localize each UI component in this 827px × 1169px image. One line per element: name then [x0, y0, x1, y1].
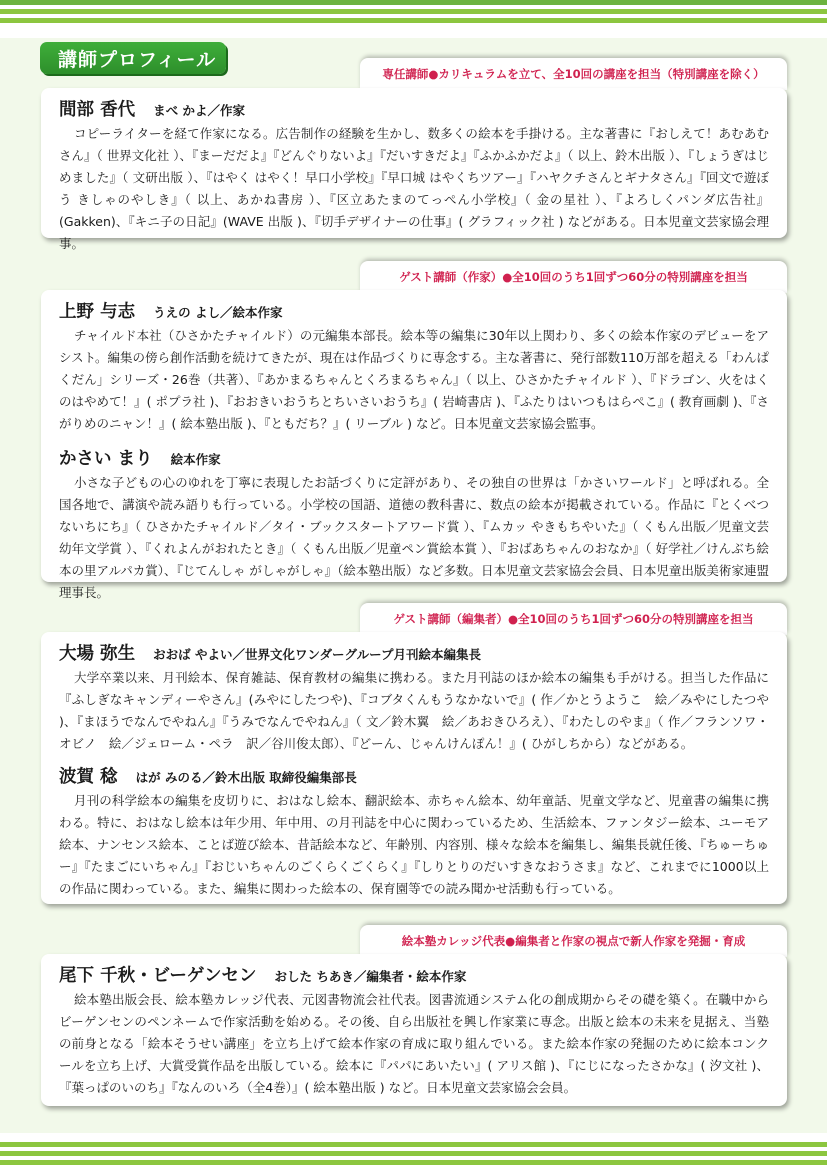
- person-subtitle: うえの よし／絵本作家: [153, 305, 283, 320]
- profile-mabe: [59, 96, 769, 255]
- card-guest-authors: [41, 290, 787, 600]
- role-tab-college-representative: 絵本塾カレッジ代表●編集者と作家の視点で新人作家を発掘・育成: [360, 925, 787, 957]
- person-name: 間部 香代: [59, 100, 136, 120]
- person-subtitle: おおば やよい／世界文化ワンダーグループ月刊絵本編集長: [153, 647, 481, 662]
- profile-oba: [59, 640, 769, 755]
- person-name: かさい まり: [59, 449, 153, 469]
- person-bio: 小さな子どもの心のゆれを丁寧に表現したお話づくりに定評があり、その独自の世界は「かさいワールド」と呼ばれる。全国各地で、講演や読み語りも行っている。小学校の国語、道徳の教科書に、数点の絵本が掲載されている。作品に『とくべつないちにち』（ ひさかたチャイルド／タイ・ブックスタートアワード賞 ）、『ムカッ やきもちやいた』（ くもん出版／児童文芸幼年文学賞 ）、『くれよんがおれたとき』（ くもん出版／児童ペン賞絵本賞 ）、『おばあちゃんのおなか』（ 好学社／けんぶち絵本の里アルパカ賞）、『じてんしゃ がしゃがしゃ』（絵本塾出版）など多数。日本児童文芸家協会会員、日本児童出版美術家連盟理事長。: [59, 475, 769, 600]
- bottom-stripes: [0, 1142, 827, 1169]
- card-college-representative: [41, 954, 787, 1106]
- role-tab-full-time: 専任講師●カリキュラムを立て、全10回の講座を担当（特別講座を除く）: [360, 58, 787, 90]
- page-title: 講師プロフィール: [40, 42, 226, 74]
- role-tab-guest-author: ゲスト講師（作家）●全10回のうち1回ずつ60分の特別講座を担当: [360, 261, 787, 293]
- person-bio: コピーライターを経て作家になる。広告制作の経験を生かし、数多くの絵本を手掛ける。主な著書に『おしえて！あむあむさん』（ 世界文化社 ）、『まーだだよ』『どんぐりないよ』『だいすきだよ』『ふかふかだよ』（ 以上、鈴木出版 ）、『しょうぎはじめました』（ 文研出版 ）、『はやく はやく！早口小学校』『早口城 はやくちツアー』『ハヤクチさんとギナタさん』『回文で遊ぼう きしゃのやしき』（ 以上、あかね書房 ）、『区立あたまのてっぺん小学校』（ 金の星社 ）、『よろしくパンダ広告社』(Gakken)、『キニ子の日記』(WAVE 出版 )、『切手デザイナーの仕事』( グラフィック社 ) などがある。日本児童文芸家協会理事。: [59, 126, 769, 251]
- profile-ueno: [59, 298, 769, 435]
- profile-kasai: [59, 445, 769, 604]
- person-name: 上野 与志: [59, 302, 136, 322]
- person-name: 波賀 稔: [59, 767, 118, 787]
- profile-oshita: [59, 962, 769, 1099]
- role-tab-guest-editor: ゲスト講師（編集者）●全10回のうち1回ずつ60分の特別講座を担当: [360, 603, 787, 635]
- person-subtitle: はが みのる／鈴木出版 取締役編集部長: [135, 770, 357, 785]
- person-bio: チャイルド本社（ひさかたチャイルド）の元編集本部長。絵本等の編集に30年以上関わり、多くの絵本作家のデビューをアシスト。編集の傍ら創作活動を続けてきたが、現在は作品づくりに専念する。主な著書に、発行部数110万部を超える「わんぱくだん」シリーズ・26巻（共著）、『あかまるちゃんとくろまるちゃん』（ 以上、ひさかたチャイルド ）、『ドラゴン、火をはくのはやめて！』( ポプラ社 )、『おおきいおうちとちいさいおうち』( 岩崎書店 )、『ふたりはいつもはらぺこ』( 教育画劇 )、『さがりめのニャン！』( 絵本塾出版 )、『ともだち？』( リーブル ) など。日本児童文芸家協会監事。: [59, 328, 769, 431]
- person-name: 尾下 千秋・ビーゲンセン: [59, 966, 257, 986]
- profile-haga: [59, 763, 769, 900]
- person-bio: 大学卒業以来、月刊絵本、保育雑誌、保育教材の編集に携わる。また月刊誌のほか絵本の編集も手がける。担当した作品に『ふしぎなキャンディーやさん』(みやにしたつや)、『コブタくんもうなかないで』( 作／かとうようこ 絵／みやにしたつや )、『まほうでなんでやねん』『うみでなんでやねん』（ 文／鈴木翼 絵／あおきひろえ）、『わたしのやま』（ 作／フランソワ・オビノ 絵／ジェローム・ペラ 訳／谷川俊太郎）、『どーん、じゃんけんぽん！』( ひがしちから）などがある。: [59, 670, 769, 751]
- person-subtitle: おした ちあき／編集者・絵本作家: [274, 969, 467, 984]
- person-subtitle: まべ かよ／作家: [153, 103, 245, 118]
- top-stripes: [0, 0, 827, 27]
- person-bio: 月刊の科学絵本の編集を皮切りに、おはなし絵本、翻訳絵本、赤ちゃん絵本、幼年童話、児童文学など、児童書の編集に携わる。特に、おはなし絵本は年少用、年中用、の月刊誌を中心に関わっているため、生活絵本、ファンタジー絵本、ユーモア絵本、ナンセンス絵本、ことば遊び絵本、昔話絵本など、年齢別、内容別、様々な絵本を編集し、編集長就任後、『ちゅーちゅー』『たまごにいちゃん』『おじいちゃんのごくらくごくらく』『しりとりのだいすきなおうさま』など、これまでに1000以上の作品に関わっている。また、編集に関わった絵本の、保育園等での読み聞かせ活動も行っている。: [59, 793, 769, 896]
- person-bio: 絵本塾出版会長、絵本塾カレッジ代表、元図書物流会社代表。図書流通システム化の創成期からその礎を築く。在職中からビーゲンセンのペンネームで作家活動を始める。その後、自ら出版社を興し作家業に専念。出版と絵本の未来を見据え、当塾の前身となる「絵本そうせい講座」を立ち上げて絵本作家の育成に取り組んでいる。また絵本作家の発掘のために絵本コンクールを立ち上げ、大賞受賞作品を出版している。絵本に『パパにあいたい』( アリス館 )、『にじになったさかな』( 汐文社 )、『葉っぱのいのち』『なんのいろ（全4巻）』( 絵本塾出版 ) など。日本児童文芸家協会会員。: [59, 992, 769, 1095]
- person-name: 大場 弥生: [59, 644, 136, 664]
- card-guest-editors: [41, 632, 787, 904]
- person-subtitle: 絵本作家: [170, 452, 221, 467]
- card-full-time-lecturer: [41, 88, 787, 251]
